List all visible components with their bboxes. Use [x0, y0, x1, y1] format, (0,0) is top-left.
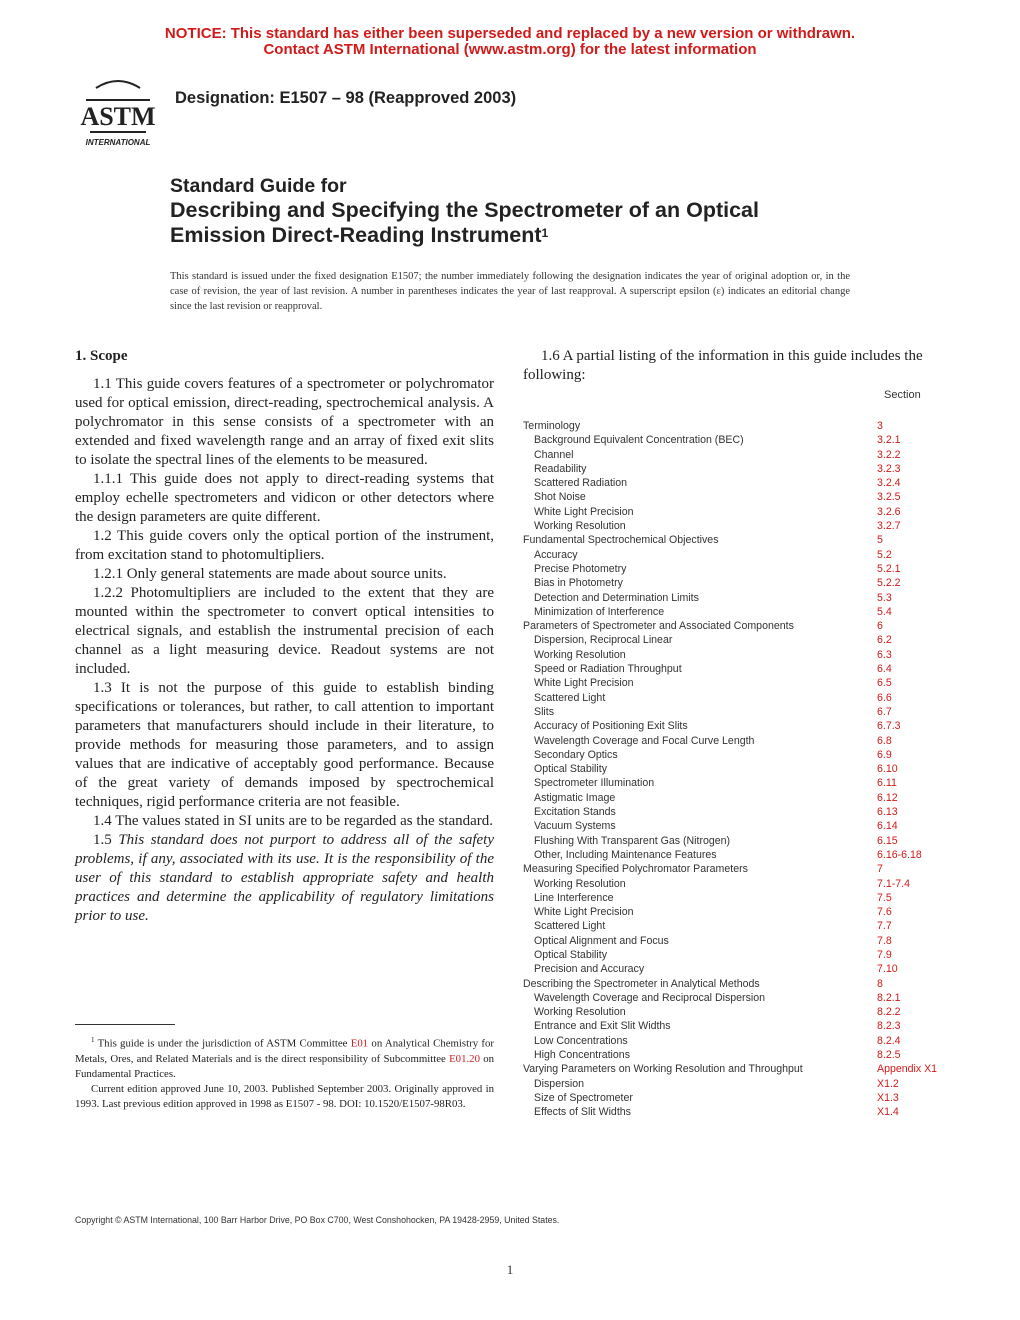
toc-label: White Light Precision	[534, 677, 634, 690]
toc-section-link[interactable]: 5.2.1	[877, 562, 901, 575]
toc-section-link[interactable]: Appendix X1	[877, 1063, 938, 1076]
toc-label: Channel	[534, 448, 574, 461]
toc-section-link[interactable]: 8.2.5	[877, 1049, 901, 1062]
toc-row	[523, 619, 953, 633]
toc-section-link[interactable]: 3	[877, 420, 883, 432]
toc-section-link[interactable]: 3.2.7	[877, 520, 901, 533]
toc-section-link[interactable]: 7.8	[877, 934, 892, 947]
toc-row	[523, 519, 953, 533]
toc-label: Readability	[534, 462, 587, 475]
toc-label: Optical Stability	[534, 763, 608, 776]
para-1-2-2: 1.2.2 Photomultipliers are included to the extent that they are mounted within the spectrometer to convert optical intensities to electrical signals, and establish the instrumental precision of each channel as a light measuring device. Readout systems are not included.	[75, 585, 494, 677]
title-line-2: Describing and Specifying the Spectrometer of an Optical	[170, 198, 759, 222]
toc-label: Speed or Radiation Throughput	[534, 663, 682, 676]
toc-row	[523, 1077, 953, 1091]
toc-label: Precise Photometry	[534, 562, 627, 575]
toc-section-link[interactable]: 6.3	[877, 648, 892, 661]
toc-row	[523, 919, 953, 933]
toc-label: High Concentrations	[534, 1049, 630, 1062]
toc-row	[523, 734, 953, 748]
toc-section-link[interactable]: 7.7	[877, 920, 892, 933]
toc-label: White Light Precision	[534, 906, 634, 919]
footnote-1-text-c: on Fundamental Practices.	[75, 1052, 495, 1080]
toc-label: Optical Stability	[534, 948, 608, 961]
toc-section-link[interactable]: X1.3	[877, 1091, 899, 1104]
section-column-header: Section	[884, 389, 921, 401]
toc-label: Effects of Slit Widths	[534, 1106, 631, 1119]
toc-section-link[interactable]: X1.2	[877, 1077, 899, 1090]
toc-label: Terminology	[523, 420, 581, 432]
preamble: This standard is issued under the fixed designation E1507; the number immediately following the designation indicates the year of original adoption or, in the case of revision, the year of last revision. A number in parentheses indicates the year of last reapproval. A superscript epsilon (ε) indicates an editorial change since the last revision or reapproval.	[170, 271, 850, 312]
toc-label: Minimization of Interference	[534, 605, 665, 618]
toc-section-link[interactable]: 6	[877, 620, 883, 633]
toc-row	[523, 1005, 953, 1019]
toc-label: Accuracy of Positioning Exit Slits	[534, 720, 688, 733]
toc-section-link[interactable]: 6.4	[877, 663, 892, 676]
toc-label: Bias in Photometry	[534, 577, 623, 590]
toc-section-link[interactable]: 8.2.3	[877, 1020, 901, 1033]
footnote-1-mark: 1	[91, 1036, 95, 1044]
toc-label: Entrance and Exit Slit Widths	[534, 1020, 671, 1033]
contents-table	[523, 419, 953, 1120]
para-1-5-text: This standard does not purport to address all of the safety problems, if any, associated with its use. It is the responsibility of the user of this standard to establish appropriate safety and health practices and determine the applicability of regulatory limitations prior to use.	[75, 832, 495, 924]
supersede-notice	[0, 26, 1020, 58]
toc-section-link[interactable]: 5.2	[877, 548, 892, 561]
toc-section-link[interactable]: 6.7.3	[877, 720, 901, 733]
toc-section-link[interactable]: 6.15	[877, 834, 898, 847]
toc-row	[523, 433, 953, 447]
toc-label: Slits	[534, 705, 555, 718]
toc-label: Parameters of Spectrometer and Associated Components	[523, 620, 794, 633]
toc-label: Dispersion, Reciprocal Linear	[534, 634, 673, 647]
toc-row	[523, 977, 953, 991]
scope-section	[75, 347, 494, 926]
para-1-1: 1.1 This guide covers features of a spectrometer or polychromator used for optical emission, direct-reading, spectrochemical analysis. A polychromator in this sense consists of a spectrometer with an extended and fixed wavelength range and an array of fixed exit slits to isolate the spectral lines of the elements to be measured.	[75, 376, 494, 468]
toc-label: Measuring Specified Polychromator Parameters	[523, 863, 748, 876]
toc-section-link[interactable]: 7.10	[877, 963, 898, 976]
toc-row	[523, 719, 953, 733]
toc-row	[523, 948, 953, 962]
toc-label: Astigmatic Image	[534, 791, 616, 804]
toc-section-link[interactable]: 8.2.4	[877, 1034, 901, 1047]
toc-row	[523, 533, 953, 547]
toc-section-link[interactable]: 5	[877, 534, 883, 547]
svg-text:INTERNATIONAL: INTERNATIONAL	[85, 138, 151, 147]
toc-label: Varying Parameters on Working Resolution and Throughput	[523, 1063, 803, 1076]
toc-row	[523, 791, 953, 805]
toc-row	[523, 1048, 953, 1062]
toc-label: Fundamental Spectrochemical Objectives	[523, 534, 719, 547]
toc-label: Working Resolution	[534, 648, 626, 661]
toc-row	[523, 991, 953, 1005]
toc-label: Low Concentrations	[534, 1034, 628, 1047]
toc-section-link[interactable]: 7	[877, 863, 883, 876]
toc-label: Excitation Stands	[534, 806, 616, 819]
footnote-1-text-a: This guide is under the jurisdiction of ASTM Committee	[97, 1037, 351, 1050]
toc-row	[523, 676, 953, 690]
toc-row	[523, 476, 953, 490]
toc-label: Optical Alignment and Focus	[534, 934, 669, 947]
toc-row	[523, 819, 953, 833]
para-1-5-number: 1.5	[93, 832, 112, 848]
scope-heading: 1. Scope	[75, 348, 128, 364]
toc-label: Spectrometer Illumination	[534, 777, 655, 790]
toc-section-link[interactable]: 6.12	[877, 791, 898, 804]
toc-label: Working Resolution	[534, 520, 626, 533]
document-title	[170, 174, 890, 248]
toc-row	[523, 691, 953, 705]
toc-row	[523, 448, 953, 462]
toc-label: Describing the Spectrometer in Analytical Methods	[523, 977, 760, 990]
toc-row	[523, 962, 953, 976]
toc-label: Scattered Light	[534, 691, 606, 704]
toc-section-link[interactable]: 6.8	[877, 734, 892, 747]
footnote-rule	[75, 1024, 175, 1025]
partial-listing-section	[523, 347, 943, 1119]
para-1-4: 1.4 The values stated in SI units are to be regarded as the standard.	[93, 813, 494, 829]
toc-section-link[interactable]: 5.3	[877, 591, 892, 604]
toc-row	[523, 462, 953, 476]
toc-row	[523, 905, 953, 919]
toc-section-link[interactable]: 6.5	[877, 677, 892, 690]
toc-section-link[interactable]: 8.2.2	[877, 1006, 901, 1019]
toc-row	[523, 576, 953, 590]
toc-label: Scattered Radiation	[534, 477, 628, 490]
copyright: Copyright © ASTM International, 100 Barr Harbor Drive, PO Box C700, West Conshohocken, PA 19428-2959, United States.	[75, 1215, 560, 1225]
para-1-5	[75, 831, 494, 926]
toc-section-link[interactable]: 3.2.2	[877, 448, 901, 461]
para-1-1-1: 1.1.1 This guide does not apply to direct-reading systems that employ echelle spectrometers and vidicon or other detectors where the design parameters are quite different.	[75, 471, 494, 525]
toc-label: Wavelength Coverage and Focal Curve Length	[534, 734, 755, 747]
toc-row	[523, 648, 953, 662]
toc-row	[523, 748, 953, 762]
committee-e01-link[interactable]: E01	[350, 1037, 369, 1050]
toc-row	[523, 605, 953, 619]
toc-label: Line Interference	[534, 891, 614, 904]
toc-row	[523, 848, 953, 862]
toc-row	[523, 705, 953, 719]
toc-label: White Light Precision	[534, 505, 634, 518]
toc-row	[523, 877, 953, 891]
toc-section-link[interactable]: 8.2.1	[877, 991, 901, 1004]
toc-label: Secondary Optics	[534, 748, 618, 761]
toc-section-link[interactable]: 8	[877, 977, 883, 990]
subcommittee-e01-20-link[interactable]: E01.20	[449, 1052, 480, 1065]
toc-row	[523, 1034, 953, 1048]
toc-row	[523, 591, 953, 605]
footnote-1-text-b: on Analytical Chemistry for Metals, Ores, and Related Materials and is the direct responsibility of Subcommittee	[75, 1037, 494, 1065]
toc-label: Size of Spectrometer	[534, 1091, 633, 1104]
toc-section-link[interactable]: 5.4	[877, 605, 892, 618]
toc-row	[523, 633, 953, 647]
toc-row	[523, 805, 953, 819]
para-1-2-1: 1.2.1 Only general statements are made about source units.	[93, 566, 447, 582]
toc-row	[523, 834, 953, 848]
toc-row	[523, 490, 953, 504]
toc-row	[523, 1105, 953, 1119]
toc-section-link[interactable]: 7.5	[877, 891, 892, 904]
toc-section-link[interactable]: 6.2	[877, 634, 892, 647]
toc-section-link[interactable]: 7.1-7.4	[877, 877, 910, 890]
toc-section-link[interactable]: 6.9	[877, 748, 892, 761]
toc-row	[523, 862, 953, 876]
toc-section-link[interactable]: 7.6	[877, 906, 892, 919]
toc-label: Shot Noise	[534, 491, 586, 504]
toc-label: Working Resolution	[534, 1006, 626, 1019]
para-1-6: 1.6 A partial listing of the information in this guide includes the following:	[523, 348, 923, 383]
footnotes	[75, 1033, 494, 1112]
toc-label: Vacuum Systems	[534, 820, 616, 833]
toc-section-link[interactable]: 3.2.1	[877, 434, 901, 447]
notice-line-1: NOTICE: This standard has either been superseded and replaced by a new version or withdrawn.	[164, 25, 856, 42]
toc-section-link[interactable]: X1.4	[877, 1106, 899, 1119]
toc-section-link[interactable]: 6.10	[877, 763, 898, 776]
toc-section-link[interactable]: 6.14	[877, 820, 898, 833]
designation: Designation: E1507 – 98 (Reapproved 2003)	[175, 89, 517, 107]
toc-row	[523, 662, 953, 676]
toc-row	[523, 934, 953, 948]
toc-label: Precision and Accuracy	[534, 963, 645, 976]
toc-row	[523, 1091, 953, 1105]
toc-section-link[interactable]: 3.2.5	[877, 491, 901, 504]
toc-row	[523, 562, 953, 576]
toc-section-link[interactable]: 3.2.6	[877, 505, 901, 518]
toc-section-link[interactable]: 7.9	[877, 948, 892, 961]
toc-row	[523, 505, 953, 519]
footnote-1	[75, 1033, 494, 1082]
astm-logo-icon	[76, 74, 160, 150]
para-1-3: 1.3 It is not the purpose of this guide to establish binding specifications or tolerances, but rather, to call attention to important parameters that manufacturers should include in their literature, to provide methods for measuring those parameters, and to assign values that are indicative of acceptably good performance. Because of the great variety of demands imposed by spectrochemical techniques, rigid performance criteria are not feasible.	[75, 680, 494, 810]
notice-line-2: Contact ASTM International (www.astm.org) for the latest information	[263, 41, 757, 58]
toc-label: Background Equivalent Concentration (BEC)	[534, 434, 744, 447]
toc-section-link[interactable]: 3.2.4	[877, 477, 901, 490]
title-line-3	[170, 223, 890, 248]
para-1-2: 1.2 This guide covers only the optical portion of the instrument, from excitation stand to photomultipliers.	[75, 528, 494, 563]
toc-section-link[interactable]: 3.2.3	[877, 462, 901, 475]
toc-row	[523, 1019, 953, 1033]
toc-label: Wavelength Coverage and Reciprocal Dispersion	[534, 991, 766, 1004]
toc-row	[523, 1062, 953, 1076]
toc-label: Flushing With Transparent Gas (Nitrogen)	[534, 834, 731, 847]
toc-row	[523, 762, 953, 776]
svg-text:ASTM: ASTM	[80, 102, 156, 131]
toc-label: Dispersion	[534, 1077, 585, 1090]
page-number: 1	[506, 1262, 514, 1277]
toc-section-link[interactable]: 6.6	[877, 691, 892, 704]
toc-section-link[interactable]: 6.11	[877, 777, 897, 790]
toc-row	[523, 548, 953, 562]
toc-label: Detection and Determination Limits	[534, 591, 699, 604]
toc-label: Scattered Light	[534, 920, 606, 933]
toc-section-link[interactable]: 6.7	[877, 705, 892, 718]
toc-row	[523, 776, 953, 790]
toc-section-link[interactable]: 6.16-6.18	[877, 848, 922, 861]
toc-label: Other, Including Maintenance Features	[534, 848, 717, 861]
title-line-1: Standard Guide for	[170, 175, 347, 197]
title-footnote-mark[interactable]: 1	[541, 226, 549, 240]
title-line-3-text: Emission Direct-Reading Instrument	[170, 223, 542, 247]
toc-label: Working Resolution	[534, 877, 626, 890]
footnote-2: Current edition approved June 10, 2003. Published September 2003. Originally approved in 1993. Last previous edition approved in 1998 as E1507 - 98. DOI: 10.1520/E1507-98R03.	[75, 1082, 494, 1110]
toc-row	[523, 419, 953, 433]
toc-label: Accuracy	[534, 548, 578, 561]
toc-row	[523, 891, 953, 905]
toc-section-link[interactable]: 6.13	[877, 806, 898, 819]
toc-section-link[interactable]: 5.2.2	[877, 577, 901, 590]
